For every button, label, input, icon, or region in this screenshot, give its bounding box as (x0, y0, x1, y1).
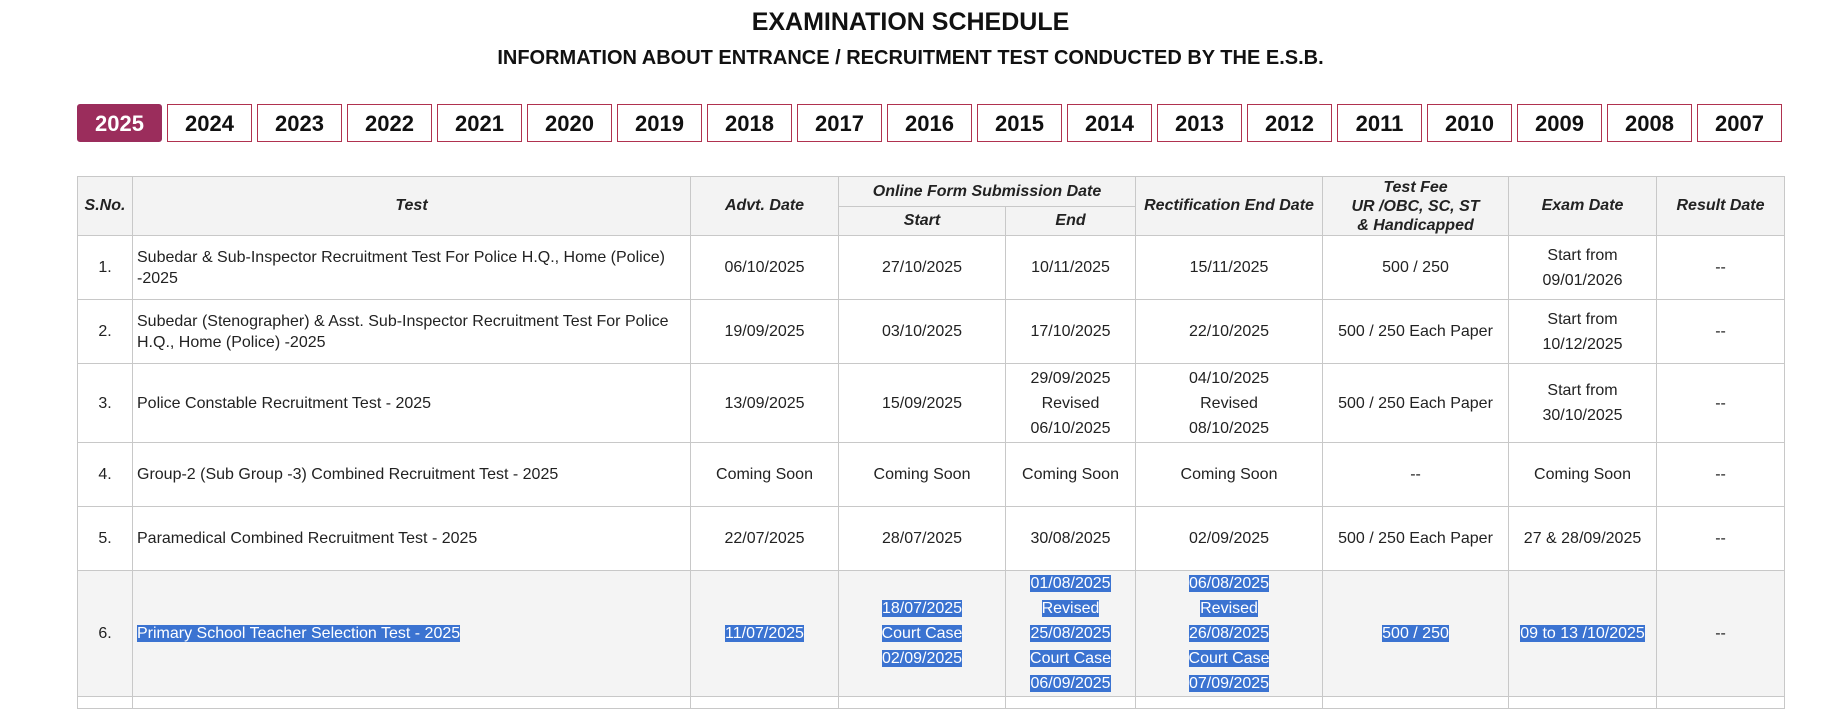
cell-sno: 4. (78, 443, 133, 507)
cell-line: Revised (1041, 394, 1100, 412)
cell-result-date: -- (1657, 571, 1785, 697)
cell-start: 28/07/2025 (839, 507, 1006, 571)
table-row (78, 236, 1785, 300)
cell-advt-date: 06/10/2025 (691, 236, 839, 300)
year-tab-2025[interactable]: 2025 (77, 104, 162, 142)
cell-end: 10/11/2025 (1006, 236, 1136, 300)
year-tab-2011[interactable]: 2011 (1337, 104, 1422, 142)
year-tab-2013[interactable]: 2013 (1157, 104, 1242, 142)
selected-text: 06/09/2025 (1030, 675, 1111, 692)
cell-exam-date (1509, 364, 1657, 443)
cell-line: 09/01/2026 (1542, 271, 1623, 289)
cell-end: Coming Soon (1006, 443, 1136, 507)
year-tab-2015[interactable]: 2015 (977, 104, 1062, 142)
year-tab-2007[interactable]: 2007 (1697, 104, 1782, 142)
cell-result-date: -- (1657, 364, 1785, 443)
col-header-sno: S.No. (78, 177, 133, 236)
selected-text: 11/07/2025 (725, 625, 804, 642)
cell-end: 30/08/2025 (1006, 507, 1136, 571)
selected-text: Primary School Teacher Selection Test - 2025 (137, 625, 461, 642)
selected-text: Court Case (1188, 650, 1270, 667)
col-header-test-fee (1323, 177, 1509, 236)
cell-advt-date: 22/07/2025 (691, 507, 839, 571)
cell-result-date: -- (1657, 443, 1785, 507)
cell-result-date: -- (1657, 236, 1785, 300)
year-tab-2024[interactable]: 2024 (167, 104, 252, 142)
year-tab-2009[interactable]: 2009 (1517, 104, 1602, 142)
cell-end: 17/10/2025 (1006, 300, 1136, 364)
cell-start: Coming Soon (839, 443, 1006, 507)
cell-line: 30/10/2025 (1542, 407, 1623, 424)
test-fee-header-line: UR /OBC, SC, ST (1351, 197, 1480, 215)
cell-rectification (1136, 571, 1323, 697)
cell-line (843, 621, 1001, 646)
cell-rectification: 15/11/2025 (1136, 236, 1323, 300)
selected-text: 07/09/2025 (1188, 675, 1270, 692)
col-header-rectification: Rectification End Date (1136, 177, 1323, 236)
cell-start (839, 571, 1006, 697)
year-tab-2020[interactable]: 2020 (527, 104, 612, 142)
cell-line (1140, 671, 1318, 696)
cell-test-fee: 500 / 250 Each Paper (1323, 364, 1509, 443)
cell-line: Start from (1547, 310, 1618, 328)
cell-start: 27/10/2025 (839, 236, 1006, 300)
col-header-advt-date: Advt. Date (691, 177, 839, 236)
cell-line (1010, 571, 1131, 596)
selected-text: 25/08/2025 (1030, 625, 1111, 642)
cell-line (1010, 596, 1131, 621)
cell-advt-date: 19/09/2025 (691, 300, 839, 364)
table-row (78, 443, 1785, 507)
col-header-online-form: Online Form Submission Date (839, 177, 1136, 207)
cell-test-fee: -- (1323, 443, 1509, 507)
cell-sno: 5. (78, 507, 133, 571)
cell-rectification: 02/09/2025 (1136, 507, 1323, 571)
cell-test: Subedar & Sub-Inspector Recruitment Test For Police H.Q., Home (Police) -2025 (133, 236, 691, 300)
cell-line: Start from (1547, 382, 1618, 399)
table-row (78, 507, 1785, 571)
year-tab-2012[interactable]: 2012 (1247, 104, 1332, 142)
selected-text: 09 to 13 /10/2025 (1520, 625, 1645, 642)
selected-text: 02/09/2025 (881, 650, 963, 667)
selected-text: Court Case (881, 625, 963, 642)
year-tab-2014[interactable]: 2014 (1067, 104, 1152, 142)
cell-start: 15/09/2025 (839, 364, 1006, 443)
cell-test-fee: 500 / 250 Each Paper (1323, 507, 1509, 571)
page-title: EXAMINATION SCHEDULE (751, 8, 1070, 36)
cell-result-date: -- (1657, 507, 1785, 571)
schedule-table (77, 176, 1785, 709)
col-header-end: End (1006, 207, 1136, 236)
cell-start: 03/10/2025 (839, 300, 1006, 364)
year-tab-2008[interactable]: 2008 (1607, 104, 1692, 142)
cell-sno: 1. (78, 236, 133, 300)
cell-test-fee: 500 / 250 Each Paper (1323, 300, 1509, 364)
cell-test-fee (1323, 571, 1509, 697)
year-tab-2016[interactable]: 2016 (887, 104, 972, 142)
cell-test: Subedar (Stenographer) & Asst. Sub-Inspector Recruitment Test For Police H.Q., Home (Police) -2025 (133, 300, 691, 364)
cell-advt-date (691, 571, 839, 697)
cell-line (1140, 596, 1318, 621)
cell-line: Start from (1547, 246, 1618, 264)
cell-test-fee: 500 / 250 (1323, 236, 1509, 300)
year-tab-2022[interactable]: 2022 (347, 104, 432, 142)
cell-exam-date (1509, 236, 1657, 300)
cell-line: 06/10/2025 (1030, 419, 1111, 437)
cell-rectification: Coming Soon (1136, 443, 1323, 507)
year-tab-2023[interactable]: 2023 (257, 104, 342, 142)
cell-line (1010, 646, 1131, 671)
cell-sno: 3. (78, 364, 133, 443)
col-header-test: Test (133, 177, 691, 236)
year-tab-2018[interactable]: 2018 (707, 104, 792, 142)
selected-text: 18/07/2025 (881, 600, 963, 617)
selected-text: 500 / 250 (1382, 625, 1449, 642)
cell-test: Police Constable Recruitment Test - 2025 (133, 364, 691, 443)
col-header-start: Start (839, 207, 1006, 236)
cell-advt-date: Coming Soon (691, 443, 839, 507)
col-header-result-date: Result Date (1657, 177, 1785, 236)
cell-sno: 2. (78, 300, 133, 364)
cell-end (1006, 571, 1136, 697)
selected-text: 26/08/2025 (1188, 625, 1270, 642)
test-fee-header-line: & Handicapped (1357, 216, 1474, 234)
cell-line: 10/12/2025 (1542, 335, 1623, 353)
cell-test: Group-2 (Sub Group -3) Combined Recruitment Test - 2025 (133, 443, 691, 507)
cell-sno: 6. (78, 571, 133, 697)
selected-text: 01/08/2025 (1030, 575, 1111, 592)
cell-line (1140, 621, 1318, 646)
cell-line: 08/10/2025 (1188, 419, 1270, 437)
year-tab-2021[interactable]: 2021 (437, 104, 522, 142)
cell-rectification (1136, 364, 1323, 443)
year-tab-2019[interactable]: 2019 (617, 104, 702, 142)
cell-exam-date (1509, 300, 1657, 364)
cell-test: Paramedical Combined Recruitment Test - 2025 (133, 507, 691, 571)
cell-exam-date (1509, 571, 1657, 697)
cell-rectification: 22/10/2025 (1136, 300, 1323, 364)
cell-line (1140, 571, 1318, 596)
page-subtitle: INFORMATION ABOUT ENTRANCE / RECRUITMENT TEST CONDUCTED BY THE E.S.B. (497, 47, 1324, 69)
cell-line (1140, 646, 1318, 671)
cell-line (1010, 621, 1131, 646)
table-row (78, 300, 1785, 364)
table-row (78, 364, 1785, 443)
test-fee-header-line: Test Fee (1383, 178, 1448, 196)
selected-text: Revised (1041, 600, 1100, 617)
cell-end (1006, 364, 1136, 443)
cell-test (133, 571, 691, 697)
cell-advt-date: 13/09/2025 (691, 364, 839, 443)
cell-exam-date: Coming Soon (1509, 443, 1657, 507)
selected-text: Revised (1200, 600, 1258, 617)
cell-line (843, 646, 1001, 671)
cell-line: 29/09/2025 (1030, 369, 1111, 387)
cell-result-date: -- (1657, 300, 1785, 364)
cell-exam-date: 27 & 28/09/2025 (1509, 507, 1657, 571)
year-tab-2010[interactable]: 2010 (1427, 104, 1512, 142)
cell-line (1010, 671, 1131, 696)
cell-line: Revised (1200, 394, 1258, 412)
selected-text: Court Case (1030, 650, 1111, 667)
table-row (78, 571, 1785, 697)
selected-text: 06/08/2025 (1188, 575, 1270, 592)
cell-line (843, 596, 1001, 621)
col-header-exam-date: Exam Date (1509, 177, 1657, 236)
year-tab-2017[interactable]: 2017 (797, 104, 882, 142)
cell-line: 04/10/2025 (1188, 369, 1270, 387)
